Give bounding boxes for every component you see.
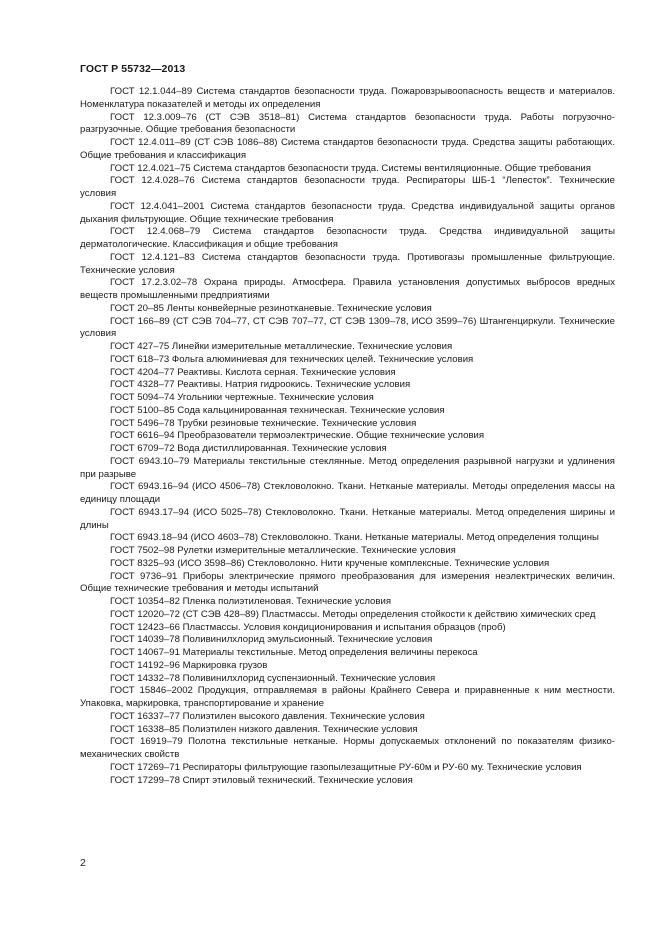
reference-entry: ГОСТ 12020–72 (СТ СЭВ 428–89) Пластмассы. Методы определения стойкости к действию химических сред — [110, 608, 596, 620]
reference-entry: ГОСТ 14067–91 Материалы текстильные. Метод определения величины перекоса — [110, 647, 478, 658]
reference-entry: ГОСТ 6709–72 Вода дистиллированная. Технические условия — [110, 443, 387, 454]
reference-entry: ГОСТ 14192–96 Маркировка грузов — [110, 659, 268, 671]
reference-entry: ГОСТ 17299–78 Спирт этиловый технический. Технические условия — [110, 774, 413, 786]
reference-entry: ГОСТ 5100–85 Сода кальцинированная техническая. Технические условия — [110, 404, 445, 416]
reference-entry: ГОСТ 12.4.041–2001 Система стандартов безопасности труда. Средства индивидуальной защиты органов дыхания фильтрующие. Общие технические требования — [80, 200, 615, 225]
reference-entry: ГОСТ 16919–79 Полотна текстильные нетканые. Нормы допускаемых отклонений по показателям физико-механических свойств — [80, 736, 615, 760]
normative-references-list — [80, 86, 615, 787]
reference-entry: ГОСТ 7502–98 Рулетки измерительные металлические. Технические условия — [110, 545, 456, 556]
reference-entry: ГОСТ 12.4.121–83 Система стандартов безопасности труда. Противогазы промышленные фильтрующие. Технические условия — [80, 251, 615, 276]
reference-entry: ГОСТ 9736–91 Приборы электрические прямого преобразования для измерения неэлектрических величин. Общие технические требования и методы испытаний — [80, 570, 615, 595]
document-header-title: ГОСТ Р 55732—2013 — [80, 63, 186, 75]
reference-entry: ГОСТ 12423–66 Пластмассы. Условия кондиционирования и испытания образцов (проб) — [110, 621, 506, 633]
reference-entry: ГОСТ 20–85 Ленты конвейерные резинотканевые. Технические условия — [110, 302, 432, 314]
reference-entry: ГОСТ 17269–71 Респираторы фильтрующие газопылезащитные РУ-60м и РУ-60 му. Технические условия — [110, 761, 582, 773]
reference-entry: ГОСТ 12.3.009–76 (СТ СЭВ 3518–81) Система стандартов безопасности труда. Работы погрузочно-разгрузочные. Общие требования безопасности — [80, 111, 615, 136]
reference-entry: ГОСТ 16337–77 Полиэтилен высокого давления. Технические условия — [110, 710, 425, 722]
reference-entry: ГОСТ 8325–93 (ИСО 3598–86) Стекловолокно. Нити крученые комплексные. Технические условия — [110, 557, 550, 569]
reference-entry: ГОСТ 10354–82 Пленка полиэтиленовая. Технические условия — [110, 596, 392, 607]
reference-entry: ГОСТ 14039–78 Поливинилхлорид эмульсионный. Технические условия — [110, 634, 433, 646]
reference-entry: ГОСТ 6943.17–94 (ИСО 5025–78) Стекловолокно. Ткани. Нетканые материалы. Метод определения ширины и длины — [80, 506, 615, 531]
reference-entry: ГОСТ 16338–85 Полиэтилен низкого давления. Технические условия — [110, 723, 418, 735]
page-number: 2 — [80, 857, 86, 869]
reference-entry: ГОСТ 15846–2002 Продукция, отправляемая в районы Крайнего Севера и приравненные к ним местности. Упаковка, маркировка, транспортирование и хранение — [80, 685, 615, 709]
reference-entry: ГОСТ 6943.16–94 (ИСО 4506–78) Стекловолокно. Ткани. Нетканые материалы. Методы определения массы на единицу площади — [80, 481, 615, 505]
reference-entry: ГОСТ 12.4.028–76 Система стандартов безопасности труда. Респираторы ШБ-1 “Лепесток”. Технические условия — [80, 175, 615, 199]
reference-entry: ГОСТ 427–75 Линейки измерительные металлические. Технические условия — [110, 341, 453, 352]
reference-entry: ГОСТ 6943.18–94 (ИСО 4603–78) Стекловолокно. Ткани. Нетканые материалы. Метод определения толщины — [110, 532, 599, 544]
reference-entry: ГОСТ 5496–78 Трубки резиновые технические. Технические условия — [110, 417, 417, 429]
reference-entry: ГОСТ 4204–77 Реактивы. Кислота серная. Технические условия — [110, 366, 396, 378]
reference-entry: ГОСТ 12.4.068–79 Система стандартов безопасности труда. Средства индивидуальной защиты дерматологические. Классификация и общие требования — [80, 226, 615, 250]
reference-entry: ГОСТ 14332–78 Поливинилхлорид суспензионный. Технические условия — [110, 672, 436, 684]
reference-entry: ГОСТ 17.2.3.02–78 Охрана природы. Атмосфера. Правила установления допустимых выбросов вредных веществ промышленными предприятиями — [80, 277, 615, 301]
reference-entry: ГОСТ 6943.10–79 Материалы текстильные стеклянные. Метод определения разрывной нагрузки и удлинения при разрыве — [80, 455, 615, 480]
reference-entry: ГОСТ 618–73 Фольга алюминиевая для технических целей. Технические условия — [110, 353, 474, 365]
reference-entry: ГОСТ 5094–74 Угольники чертежные. Технические условия — [110, 392, 374, 403]
reference-entry: ГОСТ 12.1.044–89 Система стандартов безопасности труда. Пожаровзрывоопасность веществ и материалов. Номенклатура показателей и методы их определения — [80, 86, 615, 110]
reference-entry: ГОСТ 12.4.021–75 Система стандартов безопасности труда. Системы вентиляционные. Общие требования — [110, 162, 591, 174]
reference-entry: ГОСТ 166–89 (СТ СЭВ 704–77, СТ СЭВ 707–77, СТ СЭВ 1309–78, ИСО 3599–76) Штангенциркули. Технические условия — [80, 315, 615, 340]
reference-entry: ГОСТ 12.4.011–89 (СТ СЭВ 1086–88) Система стандартов безопасности труда. Средства защиты работающих. Общие требования и классификация — [80, 137, 615, 161]
reference-entry: ГОСТ 4328–77 Реактивы. Натрия гидроокись. Технические условия — [110, 379, 411, 391]
reference-entry: ГОСТ 6616–94 Преобразователи термоэлектрические. Общие технические условия — [110, 430, 485, 442]
